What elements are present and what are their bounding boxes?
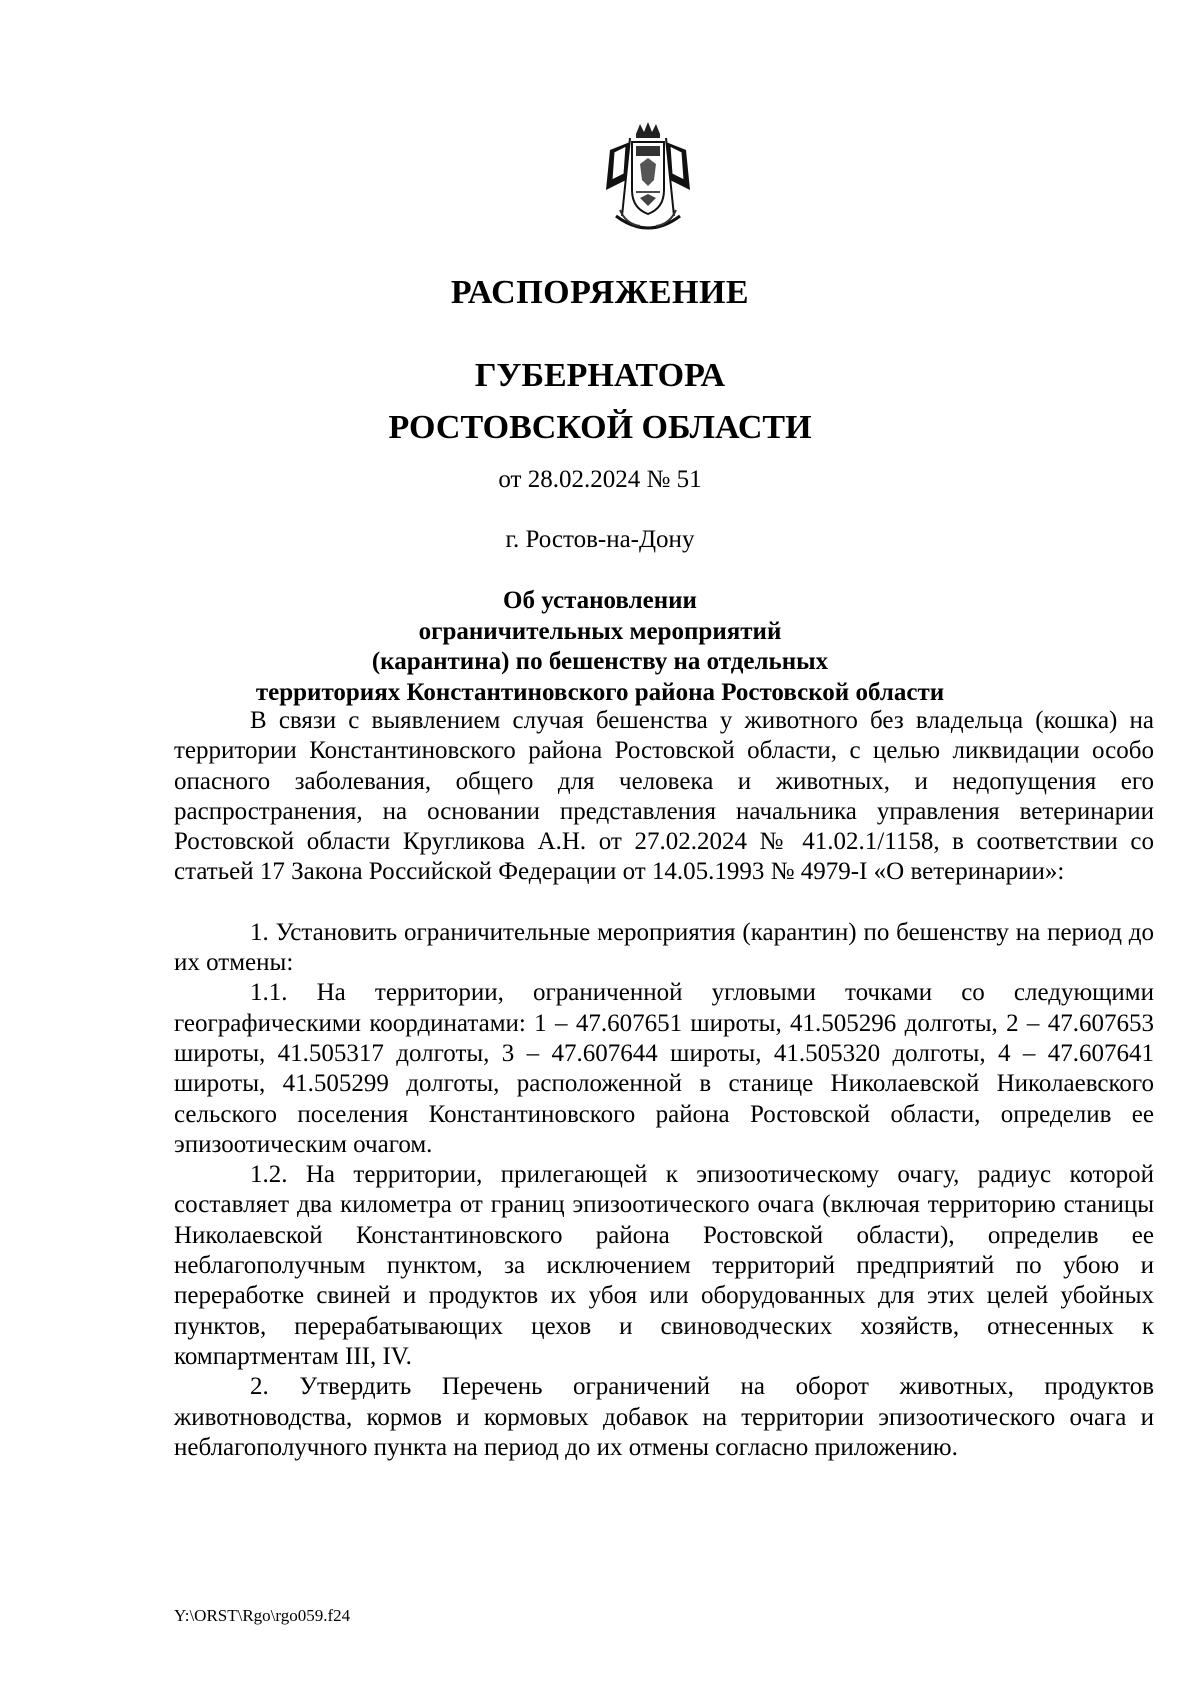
issuer-title [0,350,1200,454]
subject-line-4: территориях Константиновского района Ростовской области [255,678,945,706]
item-2-paragraph: 2. Утвердить Перечень ограничений на оборот животных, продуктов животноводства, кормов и кормовых добавок на территории эпизоотического очага и неблагополучного пункта на период до их отмены согласно приложению. [174,1373,1154,1461]
file-path-footer: Y:\ORST\Rgo\rgo059.f24 [174,1606,351,1625]
item-1-2-paragraph: 1.2. На территории, прилегающей к эпизоотическому очагу, радиус которой составляет два километра от границ эпизоотического очага (включая территорию станицы Николаевской Константиновского района Ростовской области), определив ее неблагополучным пунктом, за исключением территорий предприятий по убою и переработке свиней и продуктов их убоя или оборудованных для этих целей убойных пунктов, перерабатывающих цехов и свиноводческих хозяйств, отнесенных к компартментам III, IV. [174,1161,1154,1370]
coat-of-arms-emblem [596,120,700,238]
item-1-1-paragraph: 1.1. На территории, ограниченной угловыми точками со следующими географическими координатами: 1 – 47.607651 широты, 41.505296 долготы, 2 – 47.607653 широты, 41.505317 долготы, 3 – 47.607644 широты, 41.505320 долготы, 4 – 47.607641 широты, 41.505299 долготы, расположенной в станице Николаевской Николаевского сельского поселения Константиновского района Ростовской области, определив ее эпизоотическим очагом. [174,979,1154,1158]
city: г. Ростов-на-Дону [505,526,695,553]
preamble-paragraph: В связи с выявлением случая бешенства у животного без владельца (кошка) на территории Константиновского района Ростовской области, с целью ликвидации особо опасного заболевания, общего для человека и животных, и недопущения его распространения, на основании представления начальника управления ветеринарии Ростовской области Кругликова А.Н. от 27.02.2024 № 41.02.1/1158, в соответствии со статьей 17 Закона Российской Федерации от 14.05.1993 № 4979-I «О ветеринарии»: [174,707,1154,886]
subject-line-1: Об установлении [503,587,697,614]
subject-heading [0,586,1200,708]
document-body [174,706,1154,1463]
subject-line-3: (карантина) по бешенству на отдельных [371,648,829,675]
item-1-paragraph: 1. Установить ограничительные мероприятия (карантин) по бешенству на период до их отмены: [174,918,1154,977]
issuer-line-1: ГУБЕРНАТОРА [474,357,726,394]
subject-line-2: ограничительных мероприятий [418,617,782,645]
date-and-number: от 28.02.2024 № 51 [498,466,702,493]
issuer-line-2: РОСТОВСКОЙ ОБЛАСТИ [388,409,812,446]
document-type-title: РАСПОРЯЖЕНИЕ [450,274,750,311]
